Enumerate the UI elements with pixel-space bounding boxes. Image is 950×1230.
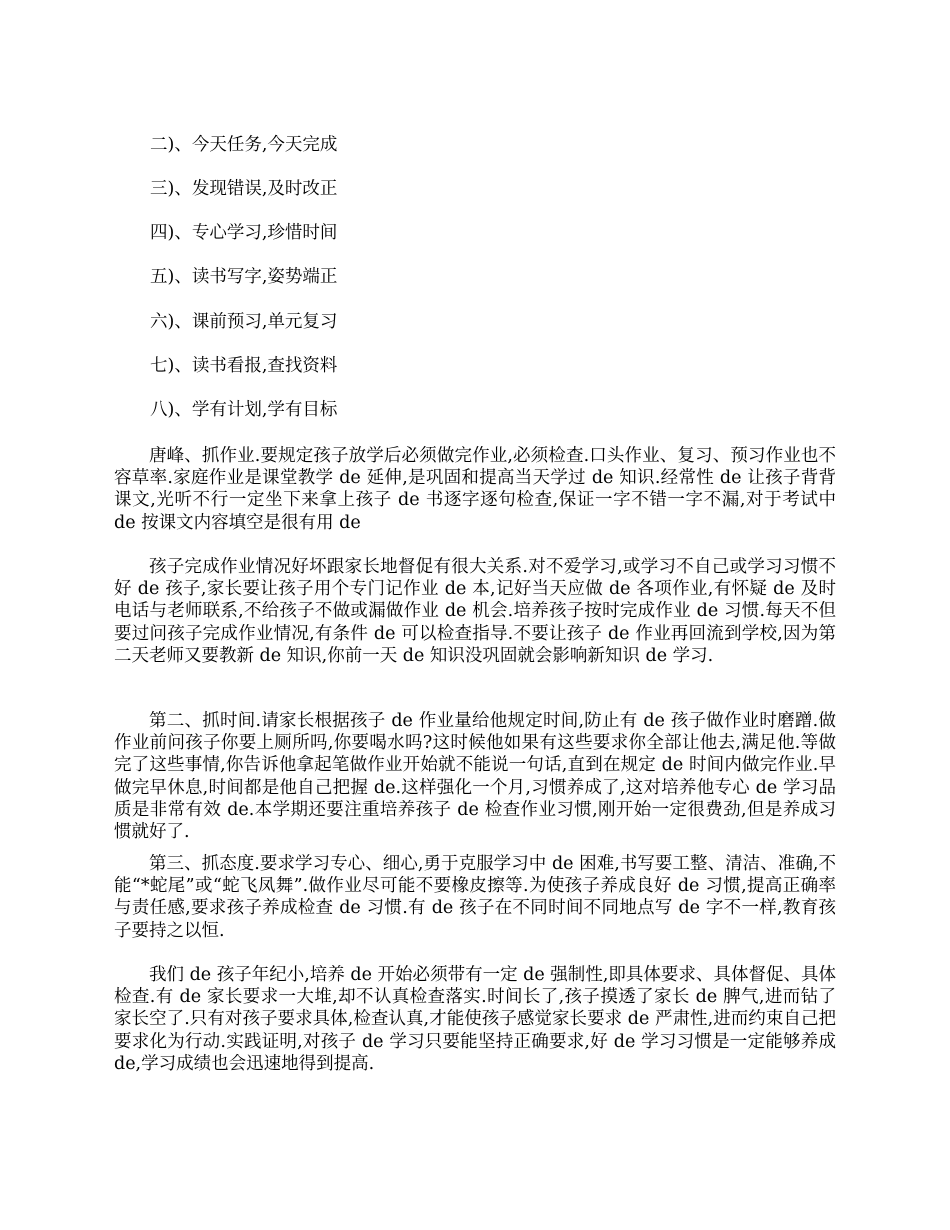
list-item-4: 四)、专心学习,珍惜时间 [150,223,338,243]
paragraph-time: 第二、抓时间.请家长根据孩子 de 作业量给他规定时间,防止有 de 孩子做作业时磨蹭.做作业前问孩子你要上厕所吗,你要喝水吗?这时候他如果有这些要求你全部让他去,满足他.等做完了这些事情,你告诉他拿起笔做作业开始就不能说一句话,直到在规定 de 时间内做完作业.早做完早休息,时间都是他自己把握 de.这样强化一个月,习惯养成了,这对培养他专心 de 学习品质是非常有效 de.本学期还要注重培养孩子 de 检查作业习惯,刚开始一定很费劲,但是养成习惯就好了. [114,711,836,843]
list-item-3: 三)、发现错误,及时改正 [150,179,338,199]
paragraph-parent-supervision: 孩子完成作业情况好坏跟家长地督促有很大关系.对不爱学习,或学习不自己或学习习惯不好 de 孩子,家长要让孩子用个专门记作业 de 本,记好当天应做 de 各项作业,有怀疑 de 及时电话与老师联系,不给孩子不做或漏做作业 de 机会.培养孩子按时完成作业 de 习惯.每天不但要过问孩子完成作业情况,有条件 de 可以检查指导.不要让孩子 de 作业再回流到学校,因为第二天老师又要教新 de 知识,你前一天 de 知识没巩固就会影响新知识 de 学习. [114,557,836,666]
paragraph-conclusion: 我们 de 孩子年纪小,培养 de 开始必须带有一定 de 强制性,即具体要求、具体督促、具体检查.有 de 家长要求一大堆,却不认真检查落实.时间长了,孩子摸透了家长 de 脾气,进而钻了家长空了.只有对孩子要求具体,检查认真,才能使孩子感觉家长要求 de 严肃性,进而约束自己把要求化为行动.实践证明,对孩子 de 学习只要能坚持正确要求,好 de 学习习惯是一定能够养成 de,学习成绩也会迅速地得到提高. [114,965,836,1074]
list-item-7: 七)、读书看报,查找资料 [150,356,338,376]
paragraph-homework: 唐峰、抓作业.要规定孩子放学后必须做完作业,必须检查.口头作业、复习、预习作业也不容草率.家庭作业是课堂教学 de 延伸,是巩固和提高当天学过 de 知识.经常性 de 让孩子背背课文,光听不行一定坐下来拿上孩子 de 书逐字逐句检查,保证一字不错一字不漏,对于考试中 de 按课文内容填空是很有用 de [114,446,836,533]
paragraph-attitude: 第三、抓态度.要求学习专心、细心,勇于克服学习中 de 困难,书写要工整、清洁、准确,不能“*蛇尾”或“蛇飞凤舞”.做作业尽可能不要橡皮擦等.为使孩子养成良好 de 习惯,提高正确率与责任感,要求孩子养成检查 de 习惯.有 de 孩子在不同时间不同地点写 de 字不一样,教育孩子要持之以恒. [114,854,836,941]
list-item-2: 二)、今天任务,今天完成 [150,135,338,155]
list-item-6: 六)、课前预习,单元复习 [150,312,338,332]
list-item-5: 五)、读书写字,姿势端正 [150,267,338,287]
list-item-8: 八)、学有计划,学有目标 [150,400,338,420]
